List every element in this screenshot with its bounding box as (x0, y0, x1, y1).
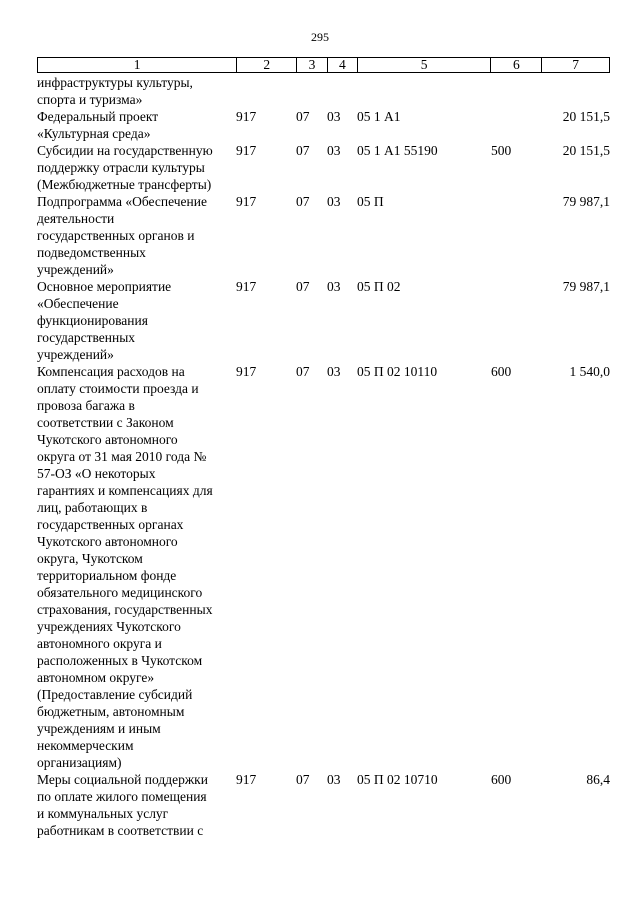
target-article-cell (357, 74, 491, 108)
item-name-line: деятельности (37, 211, 115, 226)
expense-type-cell (491, 278, 542, 363)
amount-cell: 86,4 (586, 772, 610, 787)
header-cell-7: 7 (541, 58, 609, 72)
item-name-line: учреждений» (37, 347, 114, 362)
table-row (37, 363, 610, 771)
item-name-line: поддержку отрасли культуры (37, 160, 205, 175)
item-name-line: оплату стоимости проезда и (37, 381, 199, 396)
item-name-line: округа от 31 мая 2010 года № (37, 449, 207, 464)
expense-type-cell: 600 (491, 772, 512, 787)
section-cell (296, 74, 327, 108)
expense-type-cell: 600 (491, 364, 512, 379)
section-cell: 07 (296, 109, 310, 124)
amount-cell: 20 151,5 (562, 143, 610, 158)
target-article-cell: 05 П 02 10710 (357, 772, 438, 787)
item-name-line: Подпрограмма «Обеспечение (37, 194, 207, 209)
grbs-cell: 917 (236, 364, 257, 379)
amount-cell (542, 74, 610, 108)
item-name-line: и коммунальных услуг (37, 806, 169, 821)
item-name-line: учреждений» (37, 262, 114, 277)
item-name-line: некоммерческим (37, 738, 134, 753)
item-name-line: Чукотского автономного (37, 534, 178, 549)
item-name-line: по оплате жилого помещения (37, 789, 207, 804)
table-row (37, 74, 610, 108)
table-body (37, 74, 610, 839)
item-name-line: функционирования (37, 313, 148, 328)
subsection-cell: 03 (327, 364, 341, 379)
item-name-line: 57-ОЗ «О некоторых (37, 466, 156, 481)
header-cell-1: 1 (133, 57, 141, 72)
subsection-cell: 03 (327, 109, 341, 124)
item-name-line: государственных органов и (37, 228, 195, 243)
expense-type-cell (491, 193, 542, 278)
section-cell: 07 (296, 364, 310, 379)
expense-type-cell (491, 74, 542, 108)
page-number: 295 (311, 30, 329, 44)
target-article-cell: 05 П 02 (357, 279, 401, 294)
subsection-cell: 03 (327, 772, 341, 787)
item-name-line: бюджетным, автономным (37, 704, 185, 719)
table-row (37, 193, 610, 278)
item-name-line: автономном округе» (37, 670, 155, 685)
item-name-line: государственных (37, 330, 136, 345)
item-name-line: работникам в соответствии с (37, 823, 204, 838)
section-cell: 07 (296, 194, 310, 209)
target-article-cell: 05 П 02 10110 (357, 364, 438, 379)
item-name-line: соответствии с Законом (37, 415, 174, 430)
grbs-cell (236, 74, 296, 108)
item-name-line: спорта и туризма» (37, 92, 143, 107)
item-name-line: Меры социальной поддержки (37, 772, 208, 787)
header-cell-5: 5 (357, 58, 491, 72)
item-name-line: государственных органах (37, 517, 184, 532)
item-name-cell (37, 108, 236, 142)
item-name-line: автономного округа и (37, 636, 162, 651)
table-header-row (37, 57, 610, 73)
item-name-cell (37, 278, 236, 363)
item-name-cell (37, 74, 236, 108)
header-cell-3: 3 (296, 58, 327, 72)
expense-type-cell (491, 108, 542, 142)
budget-table (37, 57, 610, 839)
grbs-cell: 917 (236, 143, 257, 158)
table-row (37, 142, 610, 193)
amount-cell: 79 987,1 (562, 194, 610, 209)
table-row (37, 278, 610, 363)
section-cell: 07 (296, 143, 310, 158)
item-name-line: (Межбюджетные трансферты) (37, 177, 212, 192)
item-name-line: Компенсация расходов на (37, 364, 185, 379)
item-name-line: расположенных в Чукотском (37, 653, 203, 668)
item-name-cell (37, 771, 236, 839)
table-row (37, 108, 610, 142)
item-name-line: (Предоставление субсидий (37, 687, 193, 702)
item-name-line: учреждениям и иным (37, 721, 161, 736)
item-name-line: «Обеспечение (37, 296, 119, 311)
item-name-line: лиц, работающих в (37, 500, 148, 515)
header-cell-2: 2 (236, 58, 296, 72)
item-name-line: провоза багажа в (37, 398, 135, 413)
item-name-line: инфраструктуры культуры, (37, 75, 193, 90)
subsection-cell (327, 74, 357, 108)
amount-cell: 79 987,1 (562, 279, 610, 294)
item-name-line: Основное мероприятие (37, 279, 172, 294)
section-cell: 07 (296, 772, 310, 787)
subsection-cell: 03 (327, 194, 341, 209)
item-name-line: подведомственных (37, 245, 146, 260)
item-name-line: гарантиях и компенсациях для (37, 483, 213, 498)
header-cell-6: 6 (490, 58, 541, 72)
amount-cell: 1 540,0 (569, 364, 610, 379)
item-name-cell (37, 193, 236, 278)
subsection-cell: 03 (327, 143, 341, 158)
amount-cell: 20 151,5 (562, 109, 610, 124)
grbs-cell: 917 (236, 279, 257, 294)
subsection-cell: 03 (327, 279, 341, 294)
item-name-line: «Культурная среда» (37, 126, 151, 141)
grbs-cell: 917 (236, 109, 257, 124)
item-name-cell (37, 363, 236, 771)
item-name-line: Федеральный проект (37, 109, 159, 124)
item-name-line: обязательного медицинского (37, 585, 203, 600)
grbs-cell: 917 (236, 772, 257, 787)
item-name-cell (37, 142, 236, 193)
grbs-cell: 917 (236, 194, 257, 209)
item-name-line: организациям) (37, 755, 122, 770)
target-article-cell: 05 1 А1 55190 (357, 143, 438, 158)
header-cell-4: 4 (327, 58, 357, 72)
item-name-line: Субсидии на государственную (37, 143, 213, 158)
section-cell: 07 (296, 279, 310, 294)
item-name-line: учреждениях Чукотского (37, 619, 181, 634)
item-name-line: территориальном фонде (37, 568, 177, 583)
table-row (37, 771, 610, 839)
item-name-line: Чукотского автономного (37, 432, 178, 447)
target-article-cell: 05 П (357, 194, 384, 209)
target-article-cell: 05 1 А1 (357, 109, 401, 124)
expense-type-cell: 500 (491, 143, 512, 158)
item-name-line: страхования, государственных (37, 602, 213, 617)
item-name-line: округа, Чукотском (37, 551, 143, 566)
